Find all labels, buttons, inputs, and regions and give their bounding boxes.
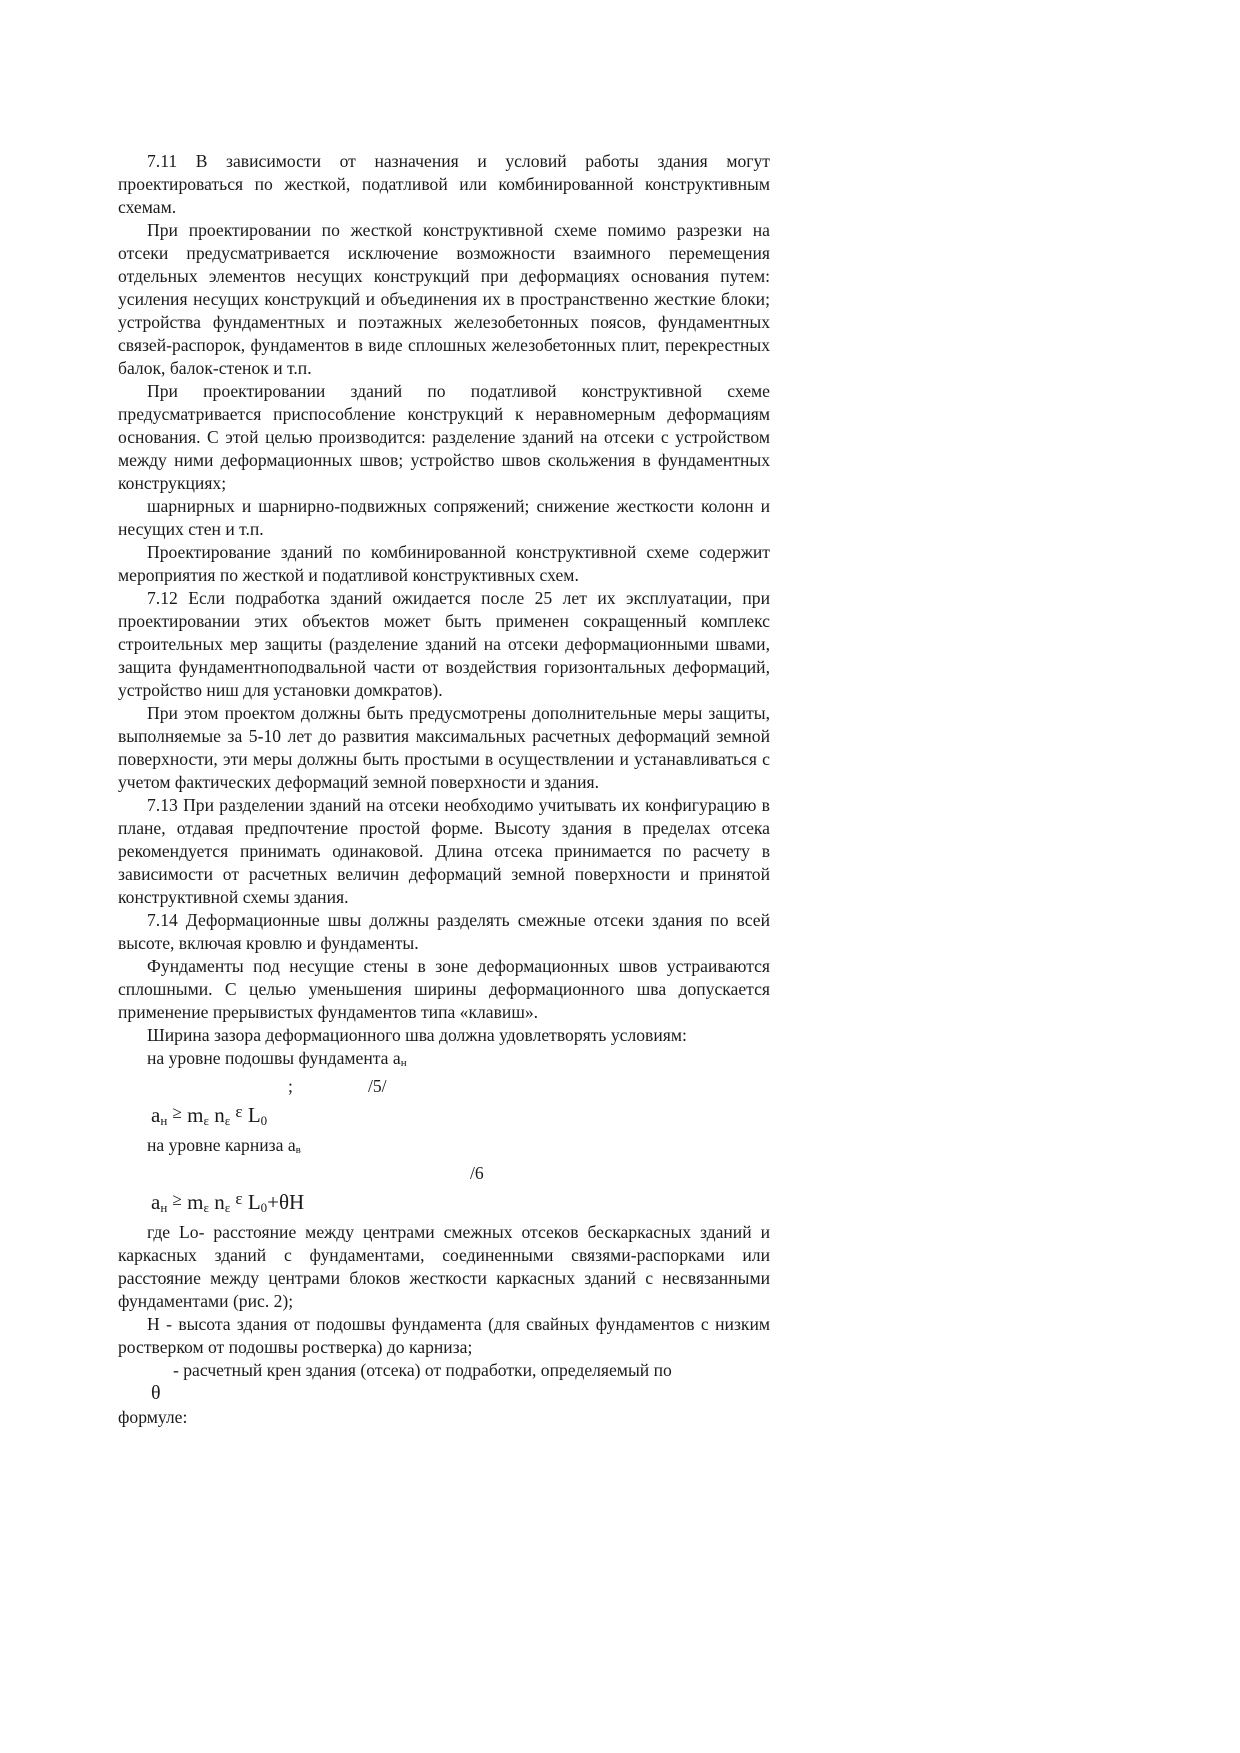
formula-5-label-row: [118, 1075, 770, 1098]
theta-symbol-row: [118, 1382, 770, 1406]
paragraph-7-13: 7.13 При разделении зданий на отсеки необходимо учитывать их конфигурацию в плане, отдавая предпочтение простой форме. Высоту здания в пределах отсека рекомендуется принимать одинаковой. Длина отсека принимается по расчету в зависимости от расчетных величин деформаций земной поверхности и принятой конструктивной схемы здания.: [118, 795, 770, 907]
paragraph-7-11: 7.11 В зависимости от назначения и условий работы здания могут проектироваться по жесткой, податливой или комбинированной конструктивным схемам.: [118, 151, 770, 217]
paragraph-definition-l0: где Lо- расстояние между центрами смежных отсеков бескаркасных зданий и каркасных зданий с фундаментами, соединенными связями-распорками или расстояние между центрами блоков жесткости каркасных зданий с несвязанными фундаментами (рис. 2);: [118, 1222, 770, 1311]
paragraph-rigid-scheme: При проектировании по жесткой конструктивной схеме помимо разрезки на отсеки предусматривается исключение возможности взаимного перемещения отдельных элементов несущих конструкций при деформациях основания путем: усиления несущих конструкций и объединения их в пространственно жесткие блоки; устройства фундаментных и поэтажных железобетонных поясов, фундаментных связей-распорок, фундаментов в виде сплошных железобетонных плит, перекрестных балок, балок-стенок и т.п.: [118, 220, 770, 378]
formula-5: ан ≥ mε nε $^\varepsilon$ L0: [151, 1102, 268, 1128]
formula-6-label-row: [118, 1162, 770, 1185]
formula-6-number: /6: [470, 1163, 484, 1183]
paragraph-definition-h: Н - высота здания от подошвы фундамента (для свайных фундаментов с низким ростверком от подошвы ростверка) до карниза;: [118, 1314, 770, 1357]
paragraph-7-12: 7.12 Если подработка зданий ожидается после 25 лет их эксплуатации, при проектировании этих объектов может быть применен сокращенный комплекс строительных мер защиты (разделение зданий на отсеки деформационными швами, защита фундаментноподвальной части от воздействия горизонтальных деформаций, устройство ниш для установки домкратов).: [118, 588, 770, 700]
theta-symbol: θ: [151, 1382, 161, 1404]
paragraph-gap-width: Ширина зазора деформационного шва должна удовлетворять условиям:: [147, 1025, 687, 1045]
formula-5-semicolon: ;: [288, 1076, 293, 1096]
condition-eaves-level: на уровне карниза ав: [147, 1135, 301, 1156]
paragraph-foundations: Фундаменты под несущие стены в зоне деформационных швов устраиваются сплошными. С целью уменьшения ширины деформационного шва допускается применение прерывистых фундаментов типа «клавиш».: [118, 956, 770, 1022]
paragraph-hinged-joints: шарнирных и шарнирно-подвижных сопряжений; снижение жесткости колонн и несущих стен и т.п.: [118, 496, 770, 539]
body-text: [118, 150, 770, 1429]
paragraph-combined-scheme: Проектирование зданий по комбинированной конструктивной схеме содержит мероприятия по жесткой и податливой конструктивных схем.: [118, 542, 770, 585]
condition-foundation-level: на уровне подошвы фундамента ан: [147, 1048, 407, 1069]
formula-6: ан ≥ mε nε $^\varepsilon$ L0+θН: [151, 1189, 305, 1215]
paragraph-definition-theta: - расчетный крен здания (отсека) от подработки, определяемый по: [173, 1360, 672, 1380]
paragraph-formula-label: формуле:: [118, 1407, 188, 1427]
paragraph-flexible-scheme: При проектировании зданий по податливой конструктивной схеме предусматривается приспособление конструкций к неравномерным деформациям основания. С этой целью производится: разделение зданий на отсеки с устройством между ними деформационных швов; устройство швов скольжения в фундаментных конструкциях;: [118, 381, 770, 493]
paragraph-additional-measures: При этом проектом должны быть предусмотрены дополнительные меры защиты, выполняемые за 5-10 лет до развития максимальных расчетных деформаций земной поверхности, эти меры должны быть простыми в осуществлении и устанавливаться с учетом фактических деформаций земной поверхности и здания.: [118, 703, 770, 792]
formula-5-number: /5/: [368, 1076, 387, 1096]
paragraph-7-14: 7.14 Деформационные швы должны разделять смежные отсеки здания по всей высоте, включая кровлю и фундаменты.: [118, 910, 770, 953]
